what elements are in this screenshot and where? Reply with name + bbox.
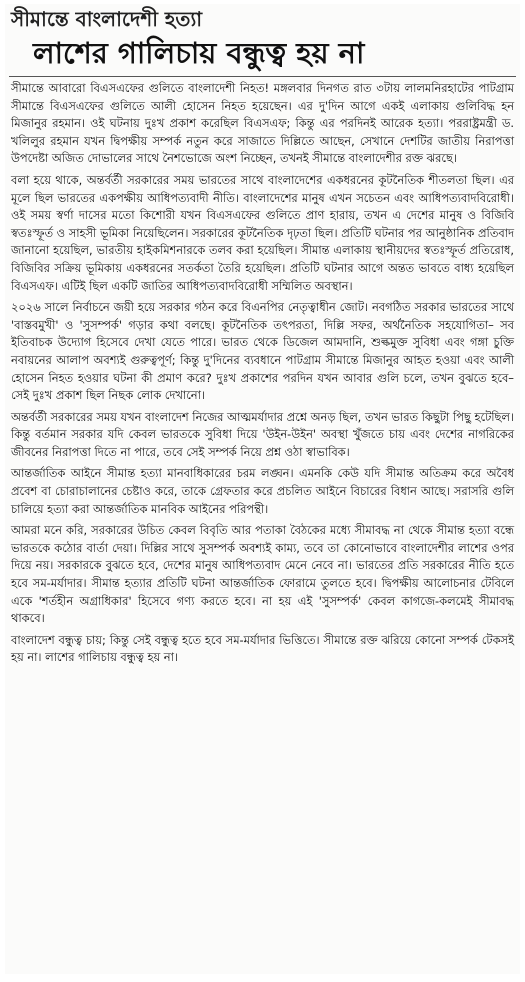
headline-divider — [9, 76, 516, 77]
article-paragraph: সীমান্তে আবারো বিএসএফের গুলিতে বাংলাদেশী নিহত! মঙ্গলবার দিনগত রাত ৩টায় লালমনিরহাটের পাটগ্রাম সীমান্তে বিএসএফের গুলিতে আলী হোসেন নিহত হয়েছেন। এর দু'দিন আগে একই এলাকায় গুলিবিদ্ধ হন মিজানুর রহমান। ওই ঘটনায় দুঃখ প্রকাশ করেছিল বিএসএফ; কিন্তু এর পরদিনই আরেক হত্যা। পররাষ্ট্রমন্ত্রী ড. খলিলুর রহমান যখন দ্বিপক্ষীয় সম্পর্ক নতুন করে সাজাতে দিল্লিতে আছেন, সেখানে দেশটির জাতীয় নিরাপত্তা উপদেষ্টা অজিত দোভালের সাথে নৈশভোজে অংশ নিচ্ছেন, তখনই সীমান্তে বাংলাদেশীর রক্ত ঝরছে। — [11, 81, 514, 166]
article-paragraph: আন্তর্জাতিক আইনে সীমান্ত হত্যা মানবাধিকারের চরম লঙ্ঘন। এমনকি কেউ যদি সীমান্ত অতিক্রম করে অবৈধ প্রবেশ বা চোরাচালানের চেষ্টাও করে, তাকে গ্রেফতার করে প্রচলিত আইনে বিচারের বিধান আছে। সরাসরি গুলি চালিয়ে হত্যা করা আন্তর্জাতিক মানবিক আইনের পরিপন্থী। — [11, 466, 514, 516]
article-headline: লাশের গালিচায় বন্ধুত্ব হয় না — [33, 36, 365, 70]
article-body — [5, 80, 520, 667]
article-paragraph: বাংলাদেশ বন্ধুত্ব চায়; কিন্তু সেই বন্ধুত্ব হতে হবে সম-মর্যাদার ভিত্তিতে। সীমান্তে রক্ত ঝরিয়ে কোনো সম্পর্ক টেকসই হয় না। লাশের গালিচায় বন্ধুত্ব হয় না। — [11, 632, 514, 665]
article-paragraph: আমরা মনে করি, সরকারের উচিত কেবল বিবৃতি আর পতাকা বৈঠকের মধ্যে সীমাবদ্ধ না থেকে সীমান্ত হত্যা বন্ধে ভারতকে কঠোর বার্তা দেয়া। দিল্লির সাথে সুসম্পর্ক অবশ্যই কাম্য, তবে তা কোনোভাবে বাংলাদেশীর লাশের ওপর দিয়ে নয়। সরকারকে বুঝতে হবে, দেশের মানুষ আধিপত্যবাদ মেনে নেবে না। ভারতের প্রতি সরকারের নীতি হতে হবে সম-মর্যাদার। সীমান্ত হত্যার প্রতিটি ঘটনা আন্তর্জাতিক ফোরামে তুলতে হবে। দ্বিপক্ষীয় আলোচনার টেবিলে একে 'শর্তহীন অগ্রাধিকার' হিসেবে গণ্য করতে হবে। না হয় এই 'সুসম্পর্ক' কেবল কাগজে-কলমেই সীমাবদ্ধ থাকবে। — [11, 523, 514, 626]
article-kicker: সীমান্তে বাংলাদেশী হত্যা — [11, 7, 203, 31]
article-paragraph: ২০২৬ সালে নির্বাচনে জয়ী হয়ে সরকার গঠন করে বিএনপির নেতৃত্বাধীন জোট। নবগঠিত সরকার ভারতের সাথে 'বাস্তবমুখী' ও 'সুসম্পর্ক' গড়ার কথা বলছে। কূটনৈতিক তৎপরতা, দিল্লি সফর, অর্থনৈতিক সহযোগিতা– সব ইতিবাচক উদ্যোগ হিসেবে দেখা যেতে পারে। ভারত থেকে ডিজেল আমদানি, শুল্কমুক্ত সুবিধা এবং গঙ্গা চুক্তি নবায়নের আলাপ অবশ্যই গুরুত্বপূর্ণ; কিন্তু দু'দিনের ব্যবধানে পাটগ্রাম সীমান্তে মিজানুর আহত হওয়া এবং আলী হোসেন নিহত হওয়ার ঘটনা কী প্রমাণ করে? দুঃখ প্রকাশের পরদিন যখন আবার গুলি চলে, তখন বুঝতে হবে– সেই দুঃখ প্রকাশ ছিল নিছক লোক দেখানো। — [11, 300, 514, 403]
article-paragraph: অন্তর্বর্তী সরকারের সময় যখন বাংলাদেশ নিজের আত্মমর্যাদার প্রশ্নে অনড় ছিল, তখন ভারত কিছুটা পিছু হটেছিল। কিন্তু বর্তমান সরকার যদি কেবল ভারতকে সুবিধা দিয়ে 'উইন-উইন' অবস্থা খুঁজতে চায় এবং দেশের নাগরিকের জীবনের নিরাপত্তা দিতে না পারে, তবে সেই সম্পর্ক নিয়ে প্রশ্ন ওঠা স্বাভাবিক। — [11, 409, 514, 459]
newspaper-clipping — [5, 4, 520, 974]
article-paragraph: বলা হয়ে থাকে, অন্তর্বর্তী সরকারের সময় ভারতের সাথে বাংলাদেশের একধরনের কূটনৈতিক শীতলতা ছিল। এর মূলে ছিল ভারতের একপক্ষীয় আধিপত্যবাদী নীতি। বাংলাদেশের মানুষ এখন সচেতন এবং আধিপত্যবাদবিরোধী। ওই সময় স্বর্ণা দাসের মতো কিশোরী যখন বিএসএফের গুলিতে প্রাণ হারায়, তখন এ দেশের মানুষ ও বিজিবি স্বতঃস্ফূর্ত ও সাহসী ভূমিকা নিয়েছিলেন। সরকারের কূটনৈতিক দৃঢ়তা ছিল। প্রতিটি ঘটনার পর আনুষ্ঠানিক প্রতিবাদ জানানো হয়েছিল, ভারতীয় হাইকমিশনারকে তলব করা হয়েছিল। সীমান্ত এলাকায় স্থানীয়দের স্বতঃস্ফূর্ত প্রতিরোধ, বিজিবির সক্রিয় ভূমিকায় একধরনের সতর্কতা তৈরি হয়েছিল। প্রতিটি ঘটনার আগে অন্তত ভাবতে বাধ্য হয়েছিল বিএসএফ। এটিই ছিল একটি জাতির আধিপত্যবাদবিরোধী সম্মিলিত অবস্থান। — [11, 172, 514, 293]
